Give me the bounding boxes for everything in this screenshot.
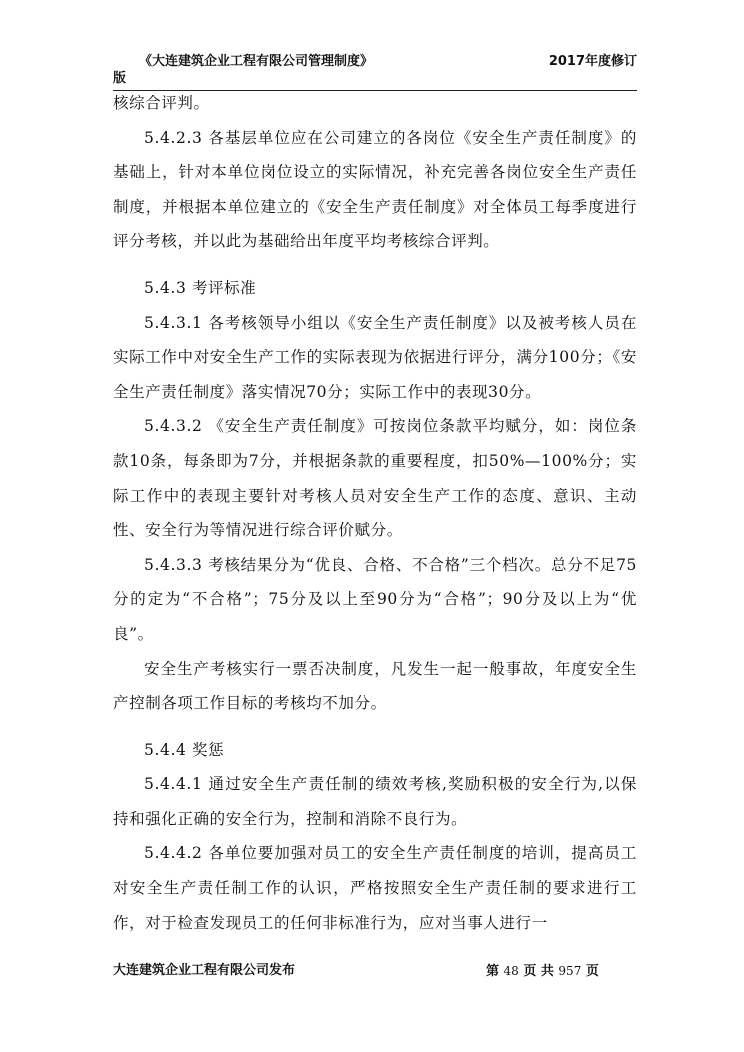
document-body xyxy=(113,86,637,940)
paragraph: 核综合评判。 xyxy=(113,94,210,112)
header-title: 《大连建筑企业工程有限公司管理制度》 xyxy=(139,54,374,69)
footer-publisher: 大连建筑企业工程有限公司发布 xyxy=(113,963,296,978)
paragraph: 5.4.2.3 各基层单位应在公司建立的各岗位《安全生产责任制度》的基础上，针对本单位岗位设立的实际情况，补充完善各岗位安全生产责任制度，并根据本单位建立的《安全生产责任制度》对全体员工每季度进行评分考核，并以此为基础给出年度平均考核综合评判。 xyxy=(113,128,637,251)
paragraph: 安全生产考核实行一票否决制度，凡发生一起一般事故，年度安全生产控制各项工作目标的考核均不加分。 xyxy=(113,659,637,713)
page-suffix: 页 xyxy=(585,964,599,979)
page-current: 48 xyxy=(503,964,519,978)
paragraph: 5.4.3.2 《安全生产责任制度》可按岗位条款平均赋分，如：岗位条款10条，每条即为7分，并根据条款的重要程度，扣50%—100%分；实际工作中的表现主要针对考核人员对安全生产工作的态度、意识、主动性、安全行为等情况进行综合评价赋分。 xyxy=(113,417,637,540)
page-footer xyxy=(113,962,637,980)
page-middle: 页 共 xyxy=(523,964,554,979)
section-heading: 5.4.3 考评标准 xyxy=(144,278,257,297)
paragraph: 5.4.3.3 考核结果分为“优良、合格、不合格”三个档次。总分不足75分的定为“不合格”；75分及以上至90分为“合格”；90分及以上为“优良”。 xyxy=(113,555,637,643)
page-number xyxy=(486,962,599,981)
header-revision-wrap: 版 xyxy=(113,71,127,86)
header-revision: 2017年度修订 xyxy=(548,54,637,69)
paragraph: 5.4.3.1 各考核领导小组以《安全生产责任制度》以及被考核人员在实际工作中对安全生产工作的实际表现为依据进行评分，满分100分；《安全生产责任制度》落实情况70分；实际工作中的表现30分。 xyxy=(113,313,637,401)
paragraph: 5.4.4.1 通过安全生产责任制的绩效考核,奖励积极的安全行为,以保持和强化正确的安全行为，控制和消除不良行为。 xyxy=(113,775,637,828)
paragraph: 5.4.4.2 各单位要加强对员工的安全生产责任制度的培训，提高员工对安全生产责任制工作的认识，严格按照安全生产责任制的要求进行工作，对于检查发现员工的任何非标准行为，应对当事人进行一 xyxy=(113,844,637,932)
page-prefix: 第 xyxy=(486,964,500,979)
page-total: 957 xyxy=(558,964,582,978)
section-heading: 5.4.4 奖惩 xyxy=(144,740,225,759)
